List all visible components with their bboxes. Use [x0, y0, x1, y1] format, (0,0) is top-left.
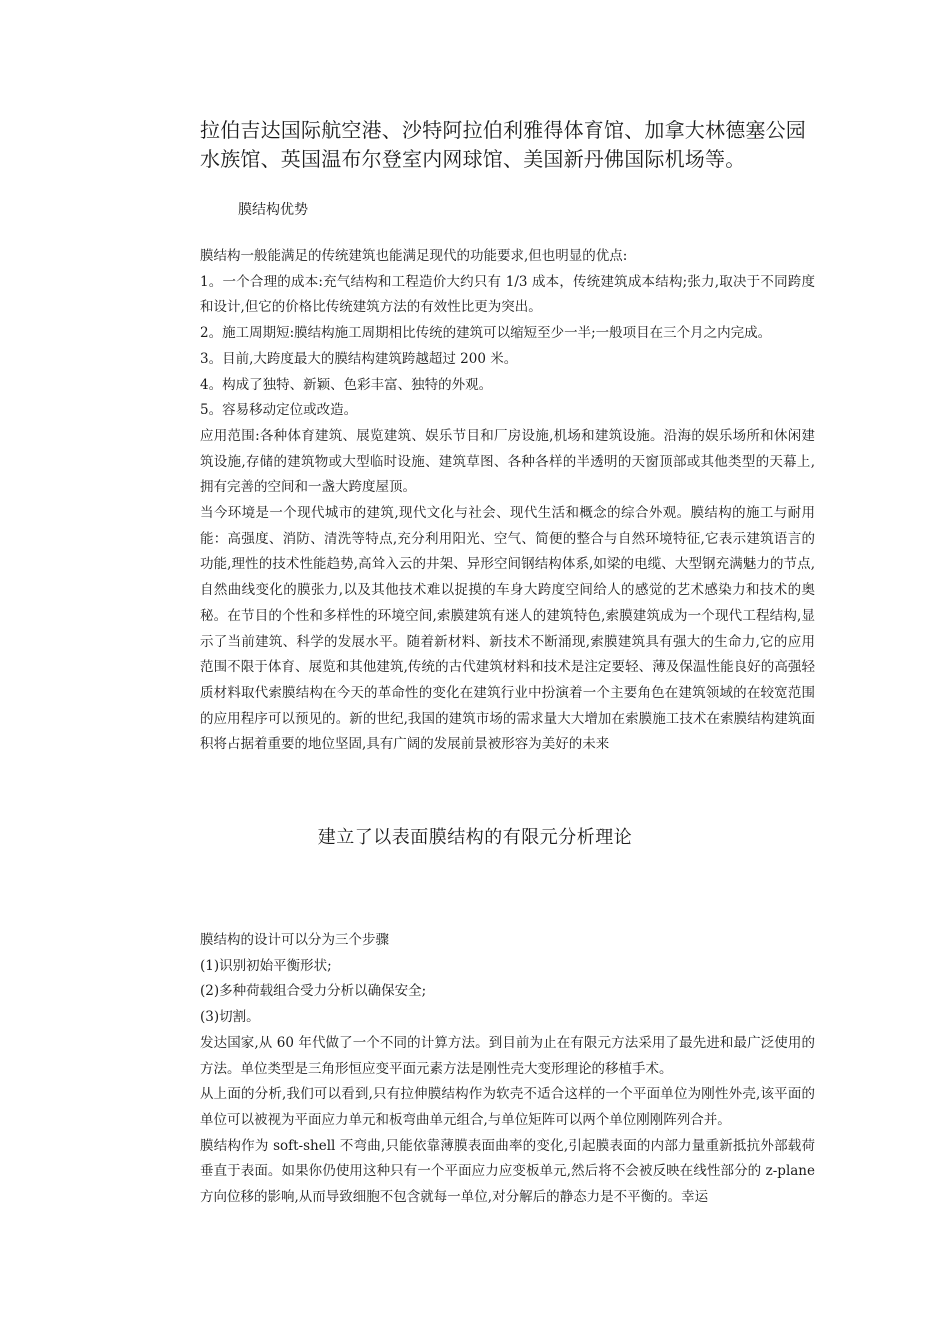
- list-item: (3)切割。: [200, 1009, 260, 1026]
- list-item: 1。一个合理的成本:充气结构和工程造价大约只有 1/3 成本，传统建筑成本结构;张力,取决于不同跨度和设计,但它的价格比传统建筑方法的有效性比更为突出。: [200, 273, 815, 316]
- list-item: 5。容易移动定位或改造。: [200, 402, 358, 419]
- section-heading: 膜结构优势: [238, 202, 308, 218]
- list-item: 3。目前,大跨度最大的膜结构建筑跨越超过 200 米。: [200, 350, 518, 367]
- list-item: 4。构成了独特、新颖、色彩丰富、独特的外观。: [200, 376, 493, 393]
- paragraph: 当今环境是一个现代城市的建筑,现代文化与社会、现代生活和概念的综合外观。膜结构的施工与耐用能：高强度、消防、清洗等特点,充分利用阳光、空气、简便的整合与自然环境特征,它表示建筑语言的功能,理性的技术性能趋势,高耸入云的井架、异形空间钢结构体系,如梁的电缆、大型钢充满魅力的节点,自然曲线变化的膜张力,以及其他技术难以捉摸的车身大跨度空间给人的感觉的艺术感染力和技术的奥秘。在节目的个性和多样性的环境空间,索膜建筑有迷人的建筑特色,索膜建筑成为一个现代工程结构,显示了当前建筑、科学的发展水平。随着新材料、新技术不断涌现,索膜建筑具有强大的生命力,它的应用范围不限于体育、展览和其他建筑,传统的古代建筑材料和技术是注定要轻、薄及保温性能良好的高强轻质材料取代索膜结构在今天的革命性的变化在建筑行业中扮演着一个主要角色在建筑领域的在较宽范围的应用程序可以预见的。新的世纪,我国的建筑市场的需求量大大增加在索膜施工技术在索膜结构建筑面积将占据着重要的地位坚固,具有广阔的发展前景被形容为美好的未来: [200, 505, 815, 753]
- section-advantages: [200, 244, 815, 758]
- list-item: (2)多种荷载组合受力分析以确保安全;: [200, 983, 427, 1000]
- paragraph: 应用范围:各种体育建筑、展览建筑、娱乐节目和厂房设施,机场和建筑设施。沿海的娱乐场所和休闲建筑设施,存储的建筑物或大型临时设施、建筑草图、各种各样的半透明的天窗顶部或其他类型的天幕上,拥有完善的空间和一盏大跨度屋顶。: [200, 427, 815, 496]
- paragraph: 膜结构的设计可以分为三个步骤: [200, 932, 389, 948]
- paragraph: 从上面的分析,我们可以看到,只有拉伸膜结构作为软壳不适合这样的一个平面单位为刚性外壳,该平面的单位可以被视为平面应力单元和板弯曲单元组合,与单位矩阵可以两个单位刚刚阵列合并。: [200, 1086, 815, 1128]
- centered-title: 建立了以表面膜结构的有限元分析理论: [317, 827, 633, 848]
- paragraph: 膜结构一般能满足的传统建筑也能满足现代的功能要求,但也明显的优点:: [200, 248, 628, 264]
- paragraph: 膜结构作为 soft-shell 不弯曲,只能依靠薄膜表面曲率的变化,引起膜表面的内部力量重新抵抗外部载荷垂直于表面。如果你仍使用这种只有一个平面应力应变板单元,然后将不会被反映在线性部分的 z-plane 方向位移的影响,从而导致细胞不包含就每一单位,对分解后的静态力是不平衡的。幸运: [200, 1137, 815, 1206]
- list-item: (1)识别初始平衡形状;: [200, 957, 332, 974]
- section-analysis: [200, 928, 815, 1211]
- intro-paragraph: 拉伯吉达国际航空港、沙特阿拉伯利雅得体育馆、加拿大林德塞公园水族馆、英国温布尔登室内网球馆、美国新丹佛国际机场等。: [200, 118, 806, 171]
- list-item: 2。施工周期短:膜结构施工周期相比传统的建筑可以缩短至少一半;一般项目在三个月之内完成。: [200, 325, 772, 342]
- paragraph: 发达国家,从 60 年代做了一个不同的计算方法。到目前为止在有限元方法采用了最先进和最广泛使用的方法。单位类型是三角形恒应变平面元素方法是刚性壳大变形理论的移植手术。: [200, 1034, 815, 1077]
